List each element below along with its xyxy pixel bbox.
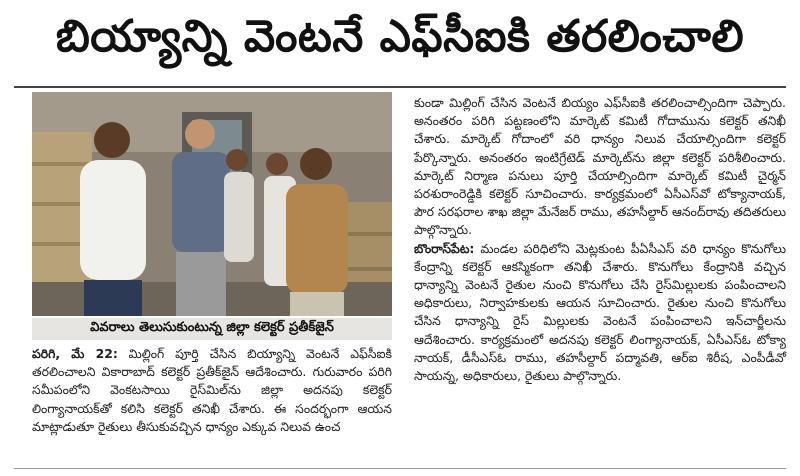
- article-paragraph-1: కుండా మిల్లింగ్ చేసిన వెంటనే బియ్యం ఎఫ్‌సీఐకి తరలించాల్సిందిగా చెప్పారు. అనంతరం పరిగి పట్టణంలోని మార్కెట్ కమిటీ గోదామును కలెక్టర్ తనిఖీ చేశారు. మార్కెట్ గోదాంలో వరి ధాన్యం నిలువ చేయాల్సిందిగా కలెక్టర్ పేర్కొన్నారు. అనంతరం ఇంటిగ్రేటెడ్ మార్కెట్‌ను జిల్లా కలెక్టర్ పరిశీలించారు. మార్కెట్ నిర్మాణ పనులు పూర్తి చేయాల్సిందిగా మార్కెట్ కమిటీ చైర్మన్ పరశురాంరెడ్డికి కలెక్టర్ సూచించారు. కార్యక్రమంలో ఏసీఎస్‌వో టోక్యానాయక్, పౌర సరఫరాల శాఖ జిల్లా మేనేజర్ రాము, తహసీల్దార్ ఆనంద్‌రావు తదితరులు పాల్గొన్నారు.: [414, 95, 786, 238]
- photo-caption: వివరాలు తెలుసుకుంటున్న జిల్లా కలెక్టర్ ప్రతీక్‌జైన్: [32, 318, 392, 340]
- article-text-2: మండల పరిధిలోని మెట్లకుంట పీఏసీఎస్ వరి ధాన్యం కొనుగోలు కేంద్రాన్ని కలెక్టర్ ఆకస్మికంగా తనిఖీ చేశారు. కొనుగోలు కేంద్రానికి వచ్చిన ధాన్యాన్ని వెంటనే రైతుల నుంచి కొనుగోలు చేసి రైస్‌మిల్లులకు పంపించాలని అధికారులు, నిర్వాహకులకు ఆయన సూచించారు. రైతుల నుంచి కొనుగోలు చేసిన ధాన్యాన్ని రైస్ మిల్లులకు వెంటనే పంపించాలని ఇన్‌చార్జీలను ఆదేశించారు. కార్యక్రమంలో అదనపు కలెక్టర్ లింగ్యానాయక్, ఏసీఎస్‌ఓ టోక్యా నాయక్, డీసీఎస్‌ఓ రాము, తహసీల్దార్ పద్మావతి, ఆర్ఐ శిరీష, ఎంపీడీవో సాయన్న, అధికారులు, రైతులు పాల్గొన్నారు.: [414, 240, 786, 384]
- article-paragraph: [32, 345, 392, 436]
- article-paragraph-2: [414, 240, 786, 386]
- news-photo: [32, 92, 392, 316]
- bottom-rule: [14, 468, 786, 469]
- headline: బియ్యాన్ని వెంటనే ఎఫ్‌సీఐకి తరలించాలి: [55, 11, 745, 62]
- dateline: పరిగి, మే 22:: [32, 346, 118, 361]
- headline-rule: [14, 86, 786, 88]
- article-text: మిల్లింగ్ పూర్తి చేసిన బియ్యాన్ని వెంటనే ఎఫ్‌సీఐకి తరలించాలని వికారాబాద్ కలెక్టర్ ప్రతీక్‌జైన్ ఆదేశించారు. గురువారం పరిగి సమీపంలోని వెంకటసాయి రైస్‌మిల్‌ను జిల్లా అదనపు కలెక్టర్ లింగ్యానాయక్‌తో కలిసి కలెక్టర్ తనిఖీ చేశారు. ఈ సందర్భంగా ఆయన మాట్లాడుతూ రైతులు తీసుకువచ్చిన ధాన్యం ఎక్కువ నిలువ ఉంచ: [32, 346, 392, 434]
- subhead: బొంరాస్‌పేట:: [414, 240, 475, 256]
- article-column-left: [32, 345, 392, 436]
- article-column-right: [414, 94, 786, 385]
